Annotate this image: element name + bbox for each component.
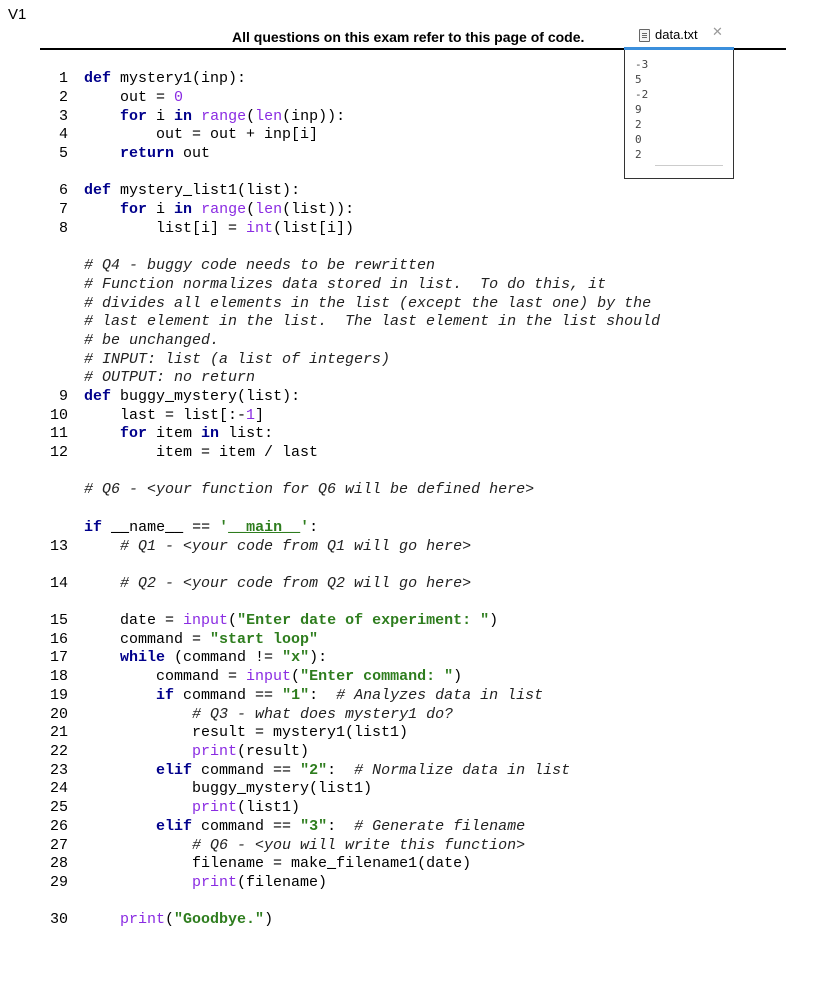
code-line: # be unchanged.: [84, 332, 220, 349]
file-line: 0: [635, 133, 642, 146]
line-number: 24: [49, 780, 68, 797]
code-line: while (command != "x"):: [120, 649, 328, 666]
line-number: 4: [58, 126, 68, 143]
code-line: # INPUT: list (a list of integers): [84, 351, 391, 368]
line-number: 22: [49, 743, 68, 760]
code-line: # Function normalizes data stored in list. To do this, it: [84, 276, 607, 293]
code-line: out = 0: [84, 89, 184, 106]
code-line: elif command == "2": # Normalize data in list: [156, 762, 571, 779]
close-icon[interactable]: ✕: [712, 25, 723, 40]
line-number: 14: [49, 575, 68, 592]
code-line: filename = make_filename1(date): [84, 855, 472, 872]
file-tab[interactable]: [624, 22, 734, 48]
code-line: # OUTPUT: no return: [84, 369, 256, 386]
code-line: # Q1 - <your code from Q1 will go here>: [120, 538, 472, 555]
file-end-marker: [655, 165, 723, 166]
page-title: All questions on this exam refer to this page of code.: [232, 29, 585, 45]
line-number: 6: [58, 182, 68, 199]
code-line: def mystery_list1(list):: [84, 182, 301, 199]
file-line: 5: [635, 73, 642, 86]
code-line: print(list1): [192, 799, 301, 816]
file-content-panel: [624, 50, 734, 179]
code-line: result = mystery1(list1): [84, 724, 409, 741]
code-line: for i in range(len(list)):: [120, 201, 355, 218]
line-number: 16: [49, 631, 68, 648]
code-line: print(result): [192, 743, 310, 760]
version-label: V1: [8, 6, 27, 23]
file-line: 2: [635, 148, 642, 161]
line-number: 19: [49, 687, 68, 704]
line-number: 30: [49, 911, 68, 928]
code-line: # Q6 - <your function for Q6 will be defined here>: [84, 481, 535, 498]
file-lines: [635, 57, 648, 162]
code-line: command = "start loop": [84, 631, 319, 648]
file-tab-label: data.txt: [655, 27, 698, 42]
line-number: 23: [49, 762, 68, 779]
code-line: # divides all elements in the list (except the last one) by the: [84, 295, 652, 312]
line-number: 8: [58, 220, 68, 237]
line-number: 1: [58, 70, 68, 87]
line-number: 27: [49, 837, 68, 854]
line-number: 15: [49, 612, 68, 629]
code-line: def mystery1(inp):: [84, 70, 247, 87]
line-number: 13: [49, 538, 68, 555]
line-number: 17: [49, 649, 68, 666]
code-line: # Q3 - what does mystery1 do?: [192, 706, 454, 723]
code-line: for i in range(len(inp)):: [120, 108, 346, 125]
code-line: for item in list:: [120, 425, 274, 442]
code-line: def buggy_mystery(list):: [84, 388, 301, 405]
code-line: if __name__ == '__main__':: [84, 519, 319, 536]
line-number: 25: [49, 799, 68, 816]
code-line: date = input("Enter date of experiment: "): [84, 612, 499, 629]
text-file-icon: [639, 29, 650, 42]
code-line: list[i] = int(list[i]): [84, 220, 355, 237]
file-line: -2: [635, 88, 649, 101]
code-line: print("Goodbye."): [120, 911, 274, 928]
line-number: 3: [58, 108, 68, 125]
line-number: 11: [49, 425, 68, 442]
code-line: last = list[:-1]: [84, 407, 265, 424]
line-number: 9: [58, 388, 68, 405]
file-line: 2: [635, 118, 642, 131]
code-line: # Q4 - buggy code needs to be rewritten: [84, 257, 436, 274]
line-number: 18: [49, 668, 68, 685]
line-number: 2: [58, 89, 68, 106]
file-line: 9: [635, 103, 642, 116]
code-line: item = item / last: [84, 444, 319, 461]
code-line: print(filename): [192, 874, 328, 891]
code-line: # Q6 - <you will write this function>: [192, 837, 526, 854]
code-line: # last element in the list. The last element in the list should: [84, 313, 661, 330]
line-number: 21: [49, 724, 68, 741]
code-line: out = out + inp[i]: [84, 126, 319, 143]
line-number: 5: [58, 145, 68, 162]
code-line: return out: [120, 145, 211, 162]
line-number: 28: [49, 855, 68, 872]
line-number: 12: [49, 444, 68, 461]
line-number: 26: [49, 818, 68, 835]
line-number: 29: [49, 874, 68, 891]
code-line: elif command == "3": # Generate filename: [156, 818, 526, 835]
line-number: 10: [49, 407, 68, 424]
code-line: command = input("Enter command: "): [84, 668, 463, 685]
code-line: buggy_mystery(list1): [84, 780, 373, 797]
line-number: 7: [58, 201, 68, 218]
line-number: 20: [49, 706, 68, 723]
code-line: if command == "1": # Analyzes data in list: [156, 687, 544, 704]
code-line: # Q2 - <your code from Q2 will go here>: [120, 575, 472, 592]
file-line: -3: [635, 58, 649, 71]
